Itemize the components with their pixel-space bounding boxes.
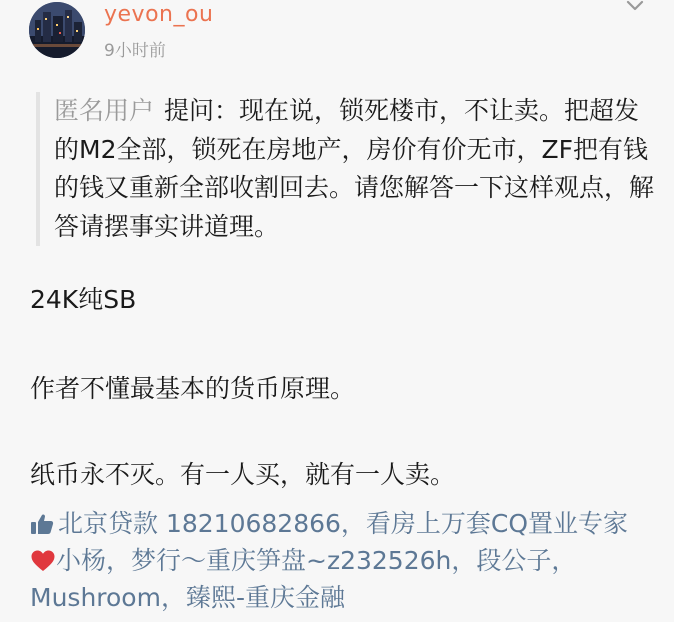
comment-line: 纸币永不灭。有一人买，就有一人卖。: [30, 460, 456, 489]
timestamp: 9小时前: [104, 41, 166, 61]
quoted-question: [36, 92, 664, 246]
thumbs-up-icon: [30, 513, 54, 535]
avatar[interactable]: [29, 2, 85, 58]
comment-line: 24K纯SB: [30, 285, 137, 314]
likes-list[interactable]: [30, 505, 640, 616]
username[interactable]: yevon_ou: [104, 2, 214, 27]
quote-author[interactable]: 匿名用户: [54, 96, 155, 125]
likes-names-2: 小杨，梦行～重庆笋盘~z232526h，段公子，Mushroom，臻熙-重庆金融: [30, 546, 577, 612]
heart-icon: [30, 549, 56, 573]
chevron-down-icon[interactable]: [626, 0, 644, 12]
quote-text: 提问：现在说，锁死楼市，不让卖。把超发的M2全部，锁死在房地产，房价有价无市，ZF把有钱的钱又重新全部收割回去。请您解答一下这样观点，解答请摆事实讲道理。: [54, 96, 655, 241]
likes-names-1: 北京贷款 18210682866，看房上万套CQ置业专家: [58, 509, 629, 538]
comment-line: 作者不懂最基本的货币原理。: [30, 374, 356, 403]
